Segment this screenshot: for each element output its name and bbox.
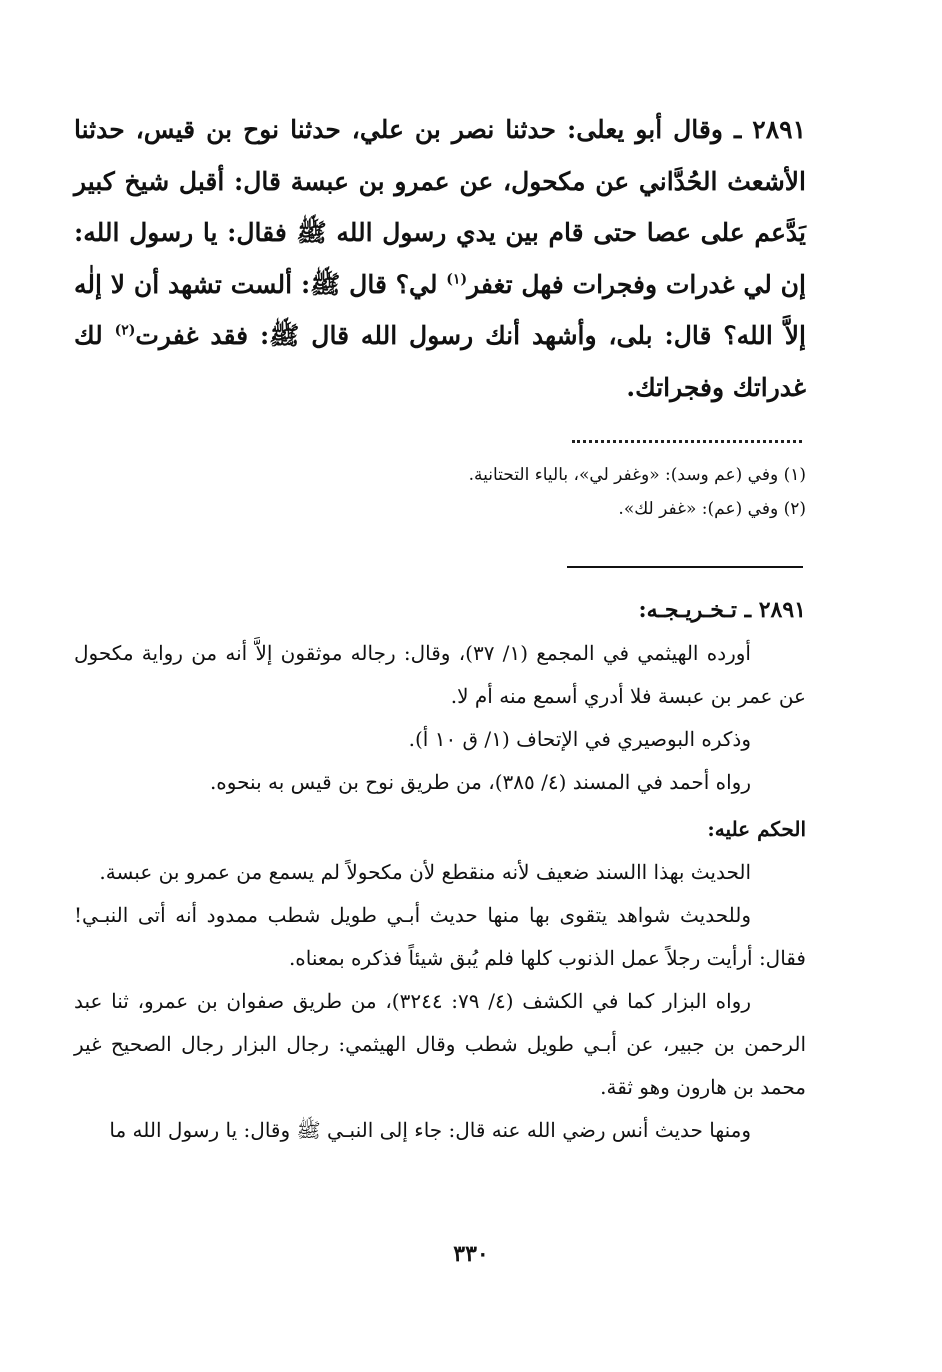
footnotes [300, 458, 806, 526]
hukm-heading: الحكم عليه: [707, 817, 806, 841]
footnote-marker-2: (٢) [114, 322, 136, 339]
hadith-text-part-3: لك غدراتك وفجراتك. [74, 321, 806, 402]
hukm-paragraph: الحديث بهذا االسند ضعيف لأنه منقطع لأن مكحولاً لم يسمع من عمرو بن عبسة. [99, 860, 751, 884]
commentary [74, 589, 806, 1152]
hukm-paragraph: وللحديث شواهد يتقوى بها منها حديث أبـي طويل شطب ممدود أنه أتى النبـي! فقال: أرأيت رجلاً عمل الذنوب كلها فلم يُبق شيئاً فذكره بمعناه. [74, 903, 806, 970]
footnote-1: (١) وفي (عم وسد): «وغفر لي»، بالياء التحتانية. [468, 465, 806, 485]
hukm-paragraph: ومنها حديث أنس رضي الله عنه قال: جاء إلى النبـي ﷺ وقال: يا رسول الله ما [109, 1118, 751, 1142]
section-rule [567, 566, 803, 568]
hadith-text-part-1: وقال أبو يعلى: حدثنا نصر بن علي، حدثنا نوح بن قيس، حدثنا الأشعث الحُدَّاني عن مكحول، عن عمرو بن عبسة قال: أقبل شيخ كبير يَدَّعم على عصا حتى قام بين يدي رسول الله ﷺ فقال: يا رسول الله: إن لي غدرات وفجرات فهل تغفر [74, 115, 806, 299]
hadith-number: ٢٨٩١ ـ [733, 115, 806, 144]
dotted-separator [572, 428, 802, 443]
takhrij-paragraph: رواه أحمد في المسند (٤/ ٣٨٥)، من طريق نوح بن قيس به بنحوه. [209, 770, 751, 794]
hadith-text [74, 104, 806, 413]
takhrij-paragraph: وذكره البوصيري في الإتحاف (١/ ق ١٠ أ). [408, 727, 751, 751]
footnote-2: (٢) وفي (عم): «غفر لك». [618, 499, 806, 519]
hadith-paragraph [74, 104, 806, 413]
takhrij-heading: ٢٨٩١ ـ تـخـريـجـه: [638, 597, 806, 623]
takhrij-paragraph: أورده الهيثمي في المجمع (١/ ٣٧)، وقال: رجاله موثقون إلاَّ أنه من رواية مكحول عن عمر بن عبسة فلا أدري أسمع منه أم لا. [74, 641, 806, 708]
hukm-paragraph: رواه البزار كما في الكشف (٤/ ٧٩: ٣٢٤٤)، من طريق صفوان بن عمرو، ثنا عبد الرحمن بن جبير، عن أبـي طويل شطب وقال الهيثمي: رجال البزار رجال الصحيح غير محمد بن هارون وهو ثقة. [74, 989, 806, 1099]
footnote-marker-1: (١) [446, 271, 468, 288]
hadith-text-part-2: لي؟ قال ﷺ: ألست تشهد أن لا إلٰه إلاَّ الله؟ قال: بلى، وأشهد أنك رسول الله قال ﷺ: فقد غفرت [74, 269, 806, 350]
page-number: ٣٣٠ [453, 1241, 489, 1267]
